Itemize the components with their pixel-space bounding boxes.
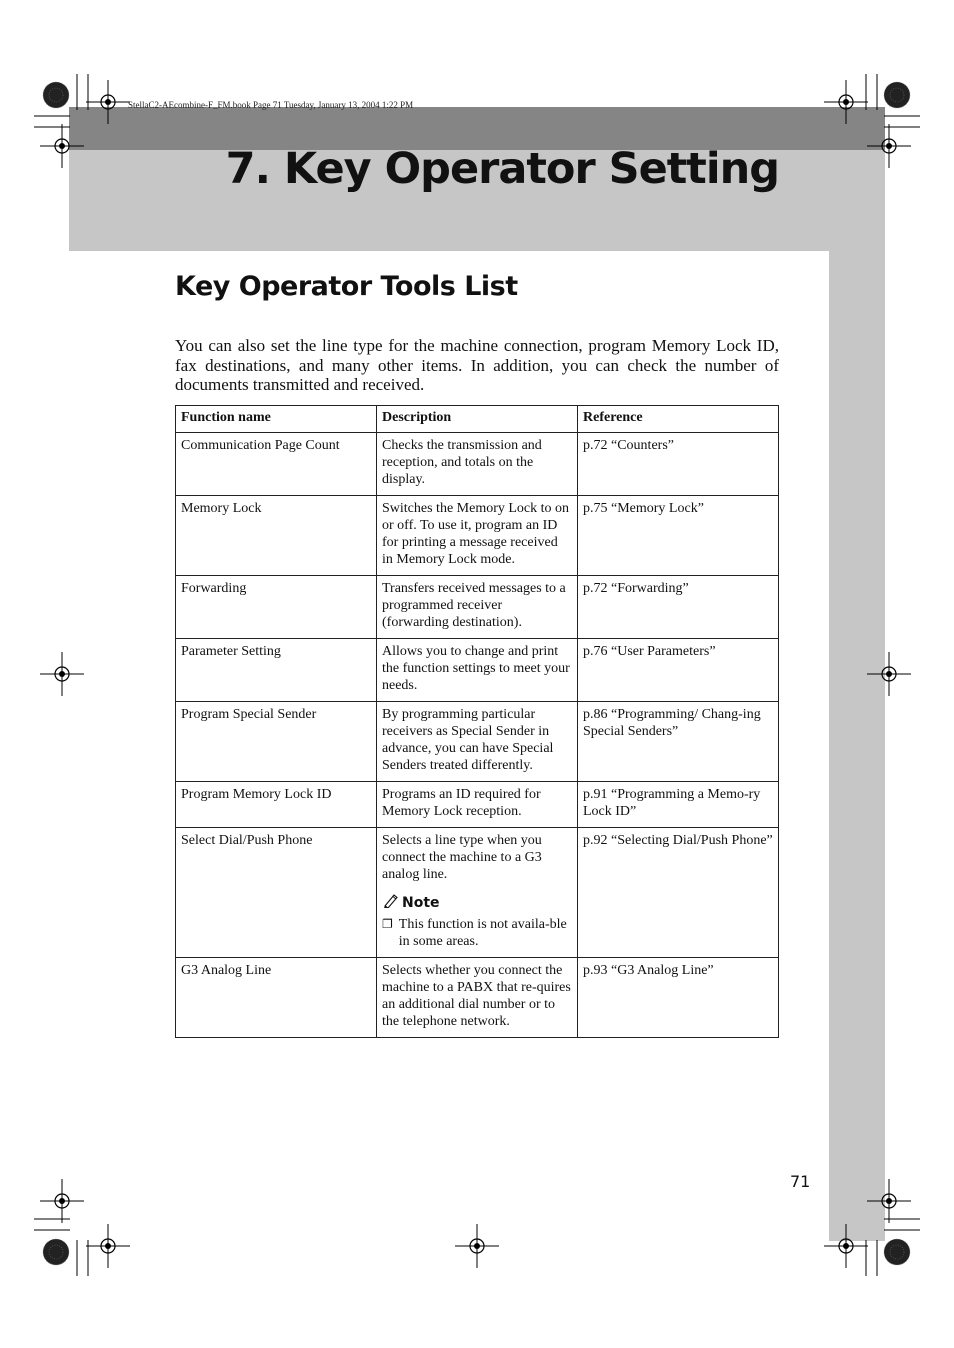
table-row: [176, 828, 779, 958]
intro-paragraph: You can also set the line type for the machine connection, program Memory Lock ID, fax destinations, and many other items. In addition, you can check the number of documents transmitted and received.: [175, 336, 779, 394]
checkbox-bullet-icon: ❐: [382, 917, 393, 931]
reference-cell: p.91 “Programming a Memo-ry Lock ID”: [578, 782, 779, 828]
header-description: Description: [377, 406, 578, 433]
reference-cell: p.75 “Memory Lock”: [578, 496, 779, 576]
note-block: [382, 893, 572, 950]
key-operator-tools-table: [175, 405, 779, 1038]
function-name-cell: G3 Analog Line: [176, 958, 377, 1038]
crop-info-line: StellaC2-AEcombine-F_FM.book Page 71 Tuesday, January 13, 2004 1:22 PM: [128, 100, 414, 110]
function-name-cell: Communication Page Count: [176, 433, 377, 496]
note-text: This function is not availa-ble in some areas.: [398, 917, 567, 949]
reference-cell: p.93 “G3 Analog Line”: [578, 958, 779, 1038]
header-function-name: Function name: [176, 406, 377, 433]
table-row: [176, 702, 779, 782]
reference-cell: p.72 “Counters”: [578, 433, 779, 496]
table-row: [176, 639, 779, 702]
header-reference: Reference: [578, 406, 779, 433]
reference-cell: p.72 “Forwarding”: [578, 576, 779, 639]
table-row: [176, 433, 779, 496]
description-cell: Transfers received messages to a programmed receiver (forwarding destination).: [377, 576, 578, 639]
description-cell: By programming particular receivers as Special Sender in advance, you can have Special Senders treated differently.: [377, 702, 578, 782]
table-row: [176, 496, 779, 576]
table-row: [176, 576, 779, 639]
description-text: Selects a line type when you connect the machine to a G3 analog line.: [382, 833, 542, 882]
table-header-row: [176, 406, 779, 433]
description-cell: Allows you to change and print the function settings to meet your needs.: [377, 639, 578, 702]
description-cell: Switches the Memory Lock to on or off. To use it, program an ID for printing a message received in Memory Lock mode.: [377, 496, 578, 576]
description-cell: [377, 828, 578, 958]
note-label: Note: [402, 894, 440, 911]
page-number: 71: [790, 1172, 811, 1191]
reference-cell: p.86 “Programming/ Chang-ing Special Senders”: [578, 702, 779, 782]
function-name-cell: Parameter Setting: [176, 639, 377, 702]
function-name-cell: Program Special Sender: [176, 702, 377, 782]
function-name-cell: Memory Lock: [176, 496, 377, 576]
description-cell: Selects whether you connect the machine to a PABX that re-quires an additional dial number or to the telephone network.: [377, 958, 578, 1038]
reference-cell: p.92 “Selecting Dial/Push Phone”: [578, 828, 779, 958]
section-title: Key Operator Tools List: [175, 271, 518, 302]
function-name-cell: Forwarding: [176, 576, 377, 639]
description-cell: Programs an ID required for Memory Lock reception.: [377, 782, 578, 828]
function-name-cell: Program Memory Lock ID: [176, 782, 377, 828]
description-cell: Checks the transmission and reception, and totals on the display.: [377, 433, 578, 496]
table-row: [176, 782, 779, 828]
pencil-icon: [382, 893, 398, 913]
table-row: [176, 958, 779, 1038]
chapter-title: 7. Key Operator Setting: [225, 144, 779, 194]
function-name-cell: Select Dial/Push Phone: [176, 828, 377, 958]
reference-cell: p.76 “User Parameters”: [578, 639, 779, 702]
